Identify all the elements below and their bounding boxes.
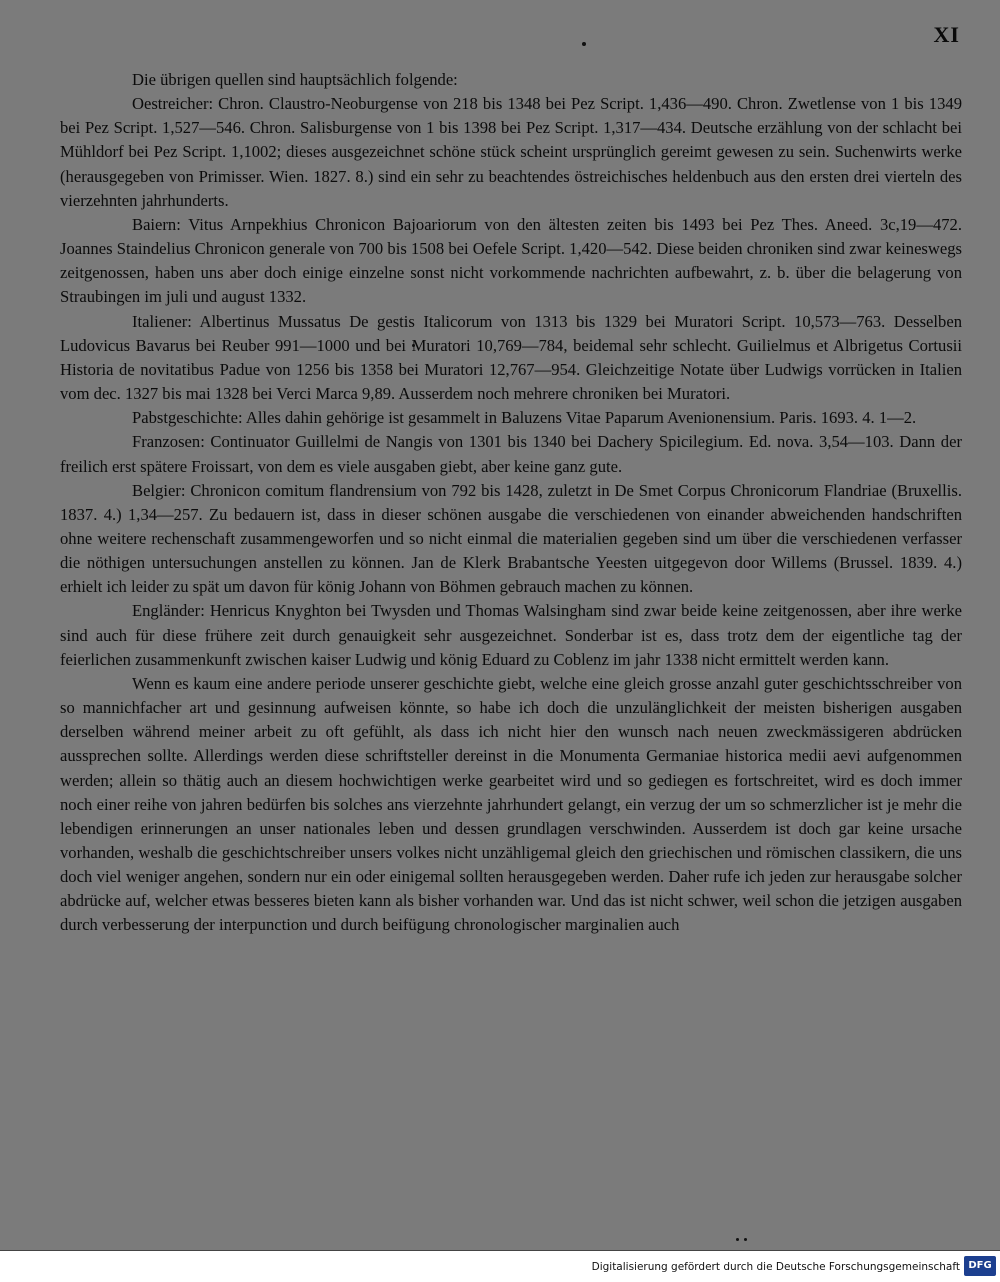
scan-speck <box>744 1238 747 1241</box>
paragraph-franzosen: Franzosen: Continuator Guillelmi de Nangis von 1301 bis 1340 bei Dachery Spicilegium. Ed. nova. 3,54—103. Dann der freilich erst spätere Froissart, von dem es viele ausgaben giebt, aber keine ganz gute. <box>60 432 962 476</box>
page-number: XI <box>933 22 960 47</box>
paragraph-oestreicher: Oestreicher: Chron. Claustro-Neoburgense von 218 bis 1348 bei Pez Script. 1,436—490. Chron. Zwetlense von 1 bis 1349 bei Pez Script. 1,527—546. Chron. Salisburgense von 1 bis 1398 bei Pez Script. 1,317—434. Deutsche erzählung von der schlacht bei Mühldorf bei Pez Script. 1,1002; dieses ausgezeichnet schöne stück scheint ursprünglich gereimt gewesen zu sein. Suchenwirts werke (herausgegeben von Primisser. Wien. 1827. 8.) sind ein sehr zu beachtendes östreichisches heldenbuch aus den ersten drei vierteln des vierzehnten jahrhunderts. <box>60 94 962 210</box>
paragraph-intro: Die übrigen quellen sind hauptsächlich folgende: <box>132 70 458 89</box>
dfg-logo-icon: DFG <box>964 1256 996 1276</box>
paragraph-belgier: Belgier: Chronicon comitum flandrensium von 792 bis 1428, zuletzt in De Smet Corpus Chronicorum Flandriae (Bruxellis. 1837. 4.) 1,34—257. Zu bedauern ist, dass in dieser schönen ausgabe die verschiedenen von einander abweichenden handschriften ohne weitere rechenschaft zusammengeworfen und so nicht einmal die materialien gegeben sind um über die verschiedenen verfasser die nöthigen untersuchungen anstellen zu können. Jan de Klerk Brabantsche Yeesten uitgegevon door Willems (Brussel. 1839. 4.) erhielt ich leider zu spät um davon für könig Johann von Böhmen gebrauch machen zu können. <box>60 480 962 597</box>
scan-speck <box>736 1238 739 1241</box>
body-text <box>60 68 962 938</box>
paragraph-englaender: Engländer: Henricus Knyghton bei Twysden und Thomas Walsingham sind zwar beide keine zeitgenossen, aber ihre werke sind auch für diese frühere zeit durch genauigkeit sehr ausgezeichnet. Sonderbar ist es, dass trotz dem der eigentliche tag der feierlichen zusammenkunft zwischen kaiser Ludwig und könig Eduard zu Coblenz im jahr 1338 nicht ermittelt werden kann. <box>60 601 962 669</box>
paragraph-closing: Wenn es kaum eine andere periode unserer geschichte giebt, welche eine gleich grosse anzahl guter geschichtsschreiber von so mannichfacher art und gesinnung aufweisen könnte, so habe ich doch die unzulänglichkeit der meisten bisherigen ausgaben derselben während meiner arbeit zu oft gefühlt, als dass ich nicht hier den wunsch nach neuen zweckmässigeren abdrücken aussprechen sollte. Allerdings werden diese schriftsteller dereinst in die Monumenta Germaniae historica medii aevi aufgenommen werden; allein so thätig auch an diesem hochwichtigen werke gearbeitet wird und so gediegen es fortschreitet, wird es doch immer noch einer reihe von jahren bedürfen bis solches ans vierzehnte jahrhundert gelangt, ein verzug der um so schmerzlicher ist je mehr die lebendigen erinnerungen an unser nationales leben und dessen grundlagen verschwinden. Ausserdem ist doch gar keine ursache vorhanden, weshalb die geschichtschreiber unsers volkes nicht unzähligemal gleich den griechischen und römischen classikern, die uns doch viel weniger angehen, sondern nur ein oder einigemal sollten herausgegeben werden. Daher rufe ich jeden zur herausgabe solcher abdrücke auf, welcher etwas besseres bieten kann als bisher vorhanden war. Und das ist nicht schwer, weil schon die jetzigen ausgaben durch verbesserung der interpunction und durch beifügung chronologischer marginalien auch <box>60 673 962 935</box>
scan-speck <box>582 42 586 46</box>
footer-bar <box>0 1250 1000 1282</box>
paragraph-italiener: Italiener: Albertinus Mussatus De gestis Italicorum von 1313 bis 1329 bei Muratori Script. 10,573—763. Desselben Ludovicus Bavarus bei Reuber 991—1000 und bei Muratori 10,769—784, beidemal sehr schlecht. Guilielmus et Albrigetus Cortusii Historia de novitatibus Padue von 1256 bis 1358 bei Muratori 12,767—954. Gleichzeitige Notate über Ludwigs vorrücken in Italien vom dec. 1327 bis mai 1328 bei Verci Marca 9,89. Ausserdem noch mehrere chroniken bei Muratori. <box>60 311 962 404</box>
funding-credit: Digitalisierung gefördert durch die Deutsche Forschungsgemeinschaft <box>591 1261 960 1273</box>
paragraph-baiern: Baiern: Vitus Arnpekhius Chronicon Bajoariorum von den ältesten zeiten bis 1493 bei Pez Thes. Aneed. 3c,19—472. Joannes Staindelius Chronicon generale von 700 bis 1508 bei Oefele Script. 1,420—542. Diese beiden chroniken sind zwar keineswegs zeitgenossen, haben uns aber doch einige einzelne sonst nicht vorkommende nachrichten aufbewahrt, z. b. über die belagerung von Straubingen im juli und august 1332. <box>60 214 962 307</box>
paragraph-pabstgeschichte: Pabstgeschichte: Alles dahin gehörige ist gesammelt in Baluzens Vitae Paparum Avenionensium. Paris. 1693. 4. 1—2. <box>132 408 917 428</box>
